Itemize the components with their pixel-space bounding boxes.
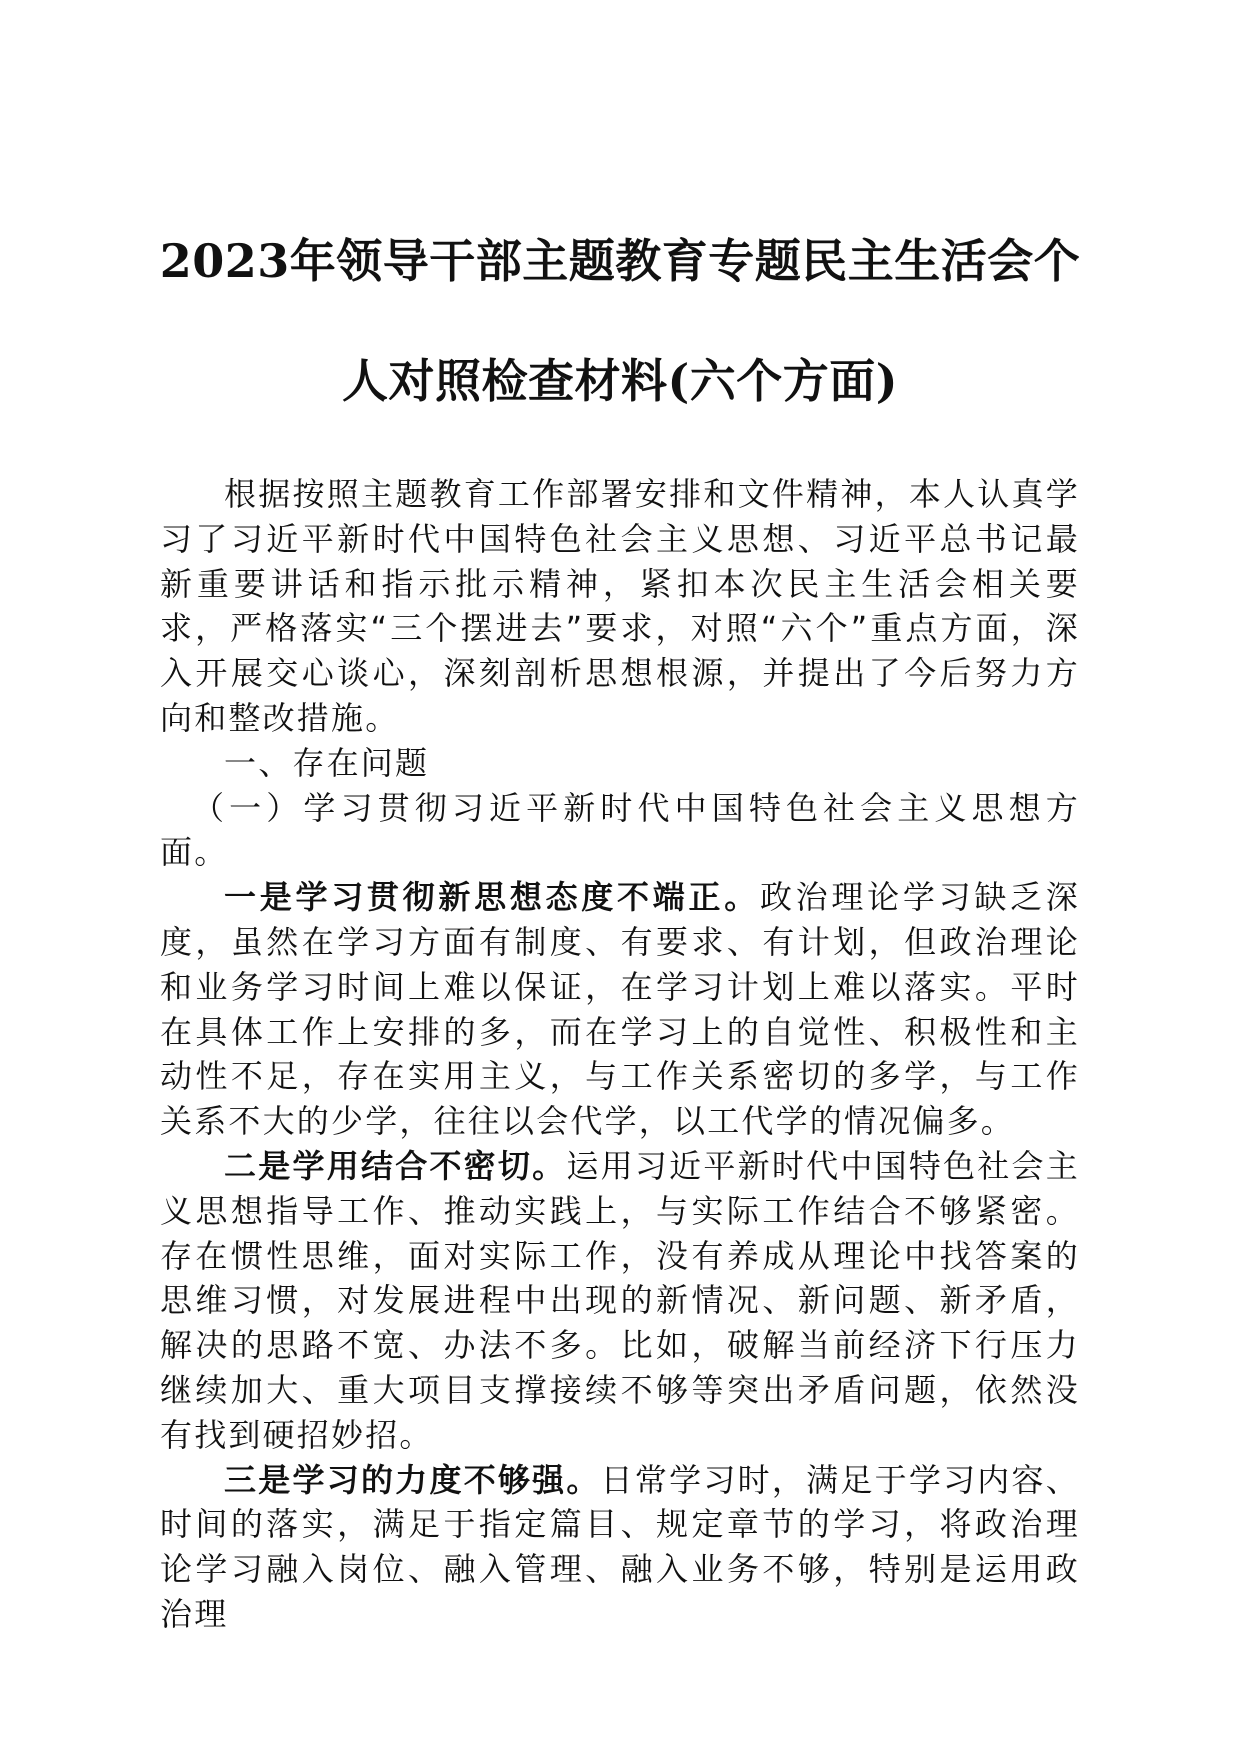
section-heading: 一、存在问题 [224, 743, 430, 782]
point-lead-1: 一是学习贯彻新思想态度不端正。 [224, 878, 760, 917]
document-body [160, 472, 1080, 1637]
point-text-3: 日常学习时，满足于学习内容、时间的落实，满足于指定篇目、规定章节的学习，将政治理论学习融入岗位、融入管理、融入业务不够，特别是运用政治理 [160, 1460, 1080, 1633]
point-paragraph-2 [160, 1144, 1080, 1458]
document-title-line-2: 人对照检查材料(六个方面) [341, 354, 899, 408]
point-text-2: 运用习近平新时代中国特色社会主义思想指导工作、推动实践上，与实际工作结合不够紧密。存在惯性思维，面对实际工作，没有养成从理论中找答案的思维习惯，对发展进程中出现的新情况、新问题、新矛盾，解决的思路不宽、办法不多。比如，破解当前经济下行压力继续加大、重大项目支撑接续不够等突出矛盾问题，依然没有找到硬招妙招。 [160, 1146, 1080, 1454]
subsection-heading: （一）学习贯彻习近平新时代中国特色社会主义思想方面。 [160, 788, 1080, 872]
document-title-line-1: 2023年领导干部主题教育专题民主生活会个 [159, 234, 1081, 288]
point-text-1: 政治理论学习缺乏深度，虽然在学习方面有制度、有要求、有计划，但政治理论和业务学习时间上难以保证，在学习计划上难以落实。平时在具体工作上安排的多，而在学习上的自觉性、积极性和主动性不足，存在实用主义，与工作关系密切的多学，与工作关系不大的少学，往往以会代学，以工代学的情况偏多。 [160, 878, 1080, 1141]
point-paragraph-3 [160, 1458, 1080, 1637]
point-lead-3: 三是学习的力度不够强。 [224, 1460, 601, 1499]
point-lead-2: 二是学用结合不密切。 [224, 1146, 567, 1185]
intro-paragraph: 根据按照主题教育工作部署安排和文件精神，本人认真学习了习近平新时代中国特色社会主义思想、习近平总书记最新重要讲话和指示批示精神，紧扣本次民主生活会相关要求，严格落实“三个摆进去”要求，对照“六个”重点方面，深入开展交心谈心，深刻剖析思想根源，并提出了今后努力方向和整改措施。 [160, 475, 1080, 737]
point-paragraph-1 [160, 875, 1080, 1144]
